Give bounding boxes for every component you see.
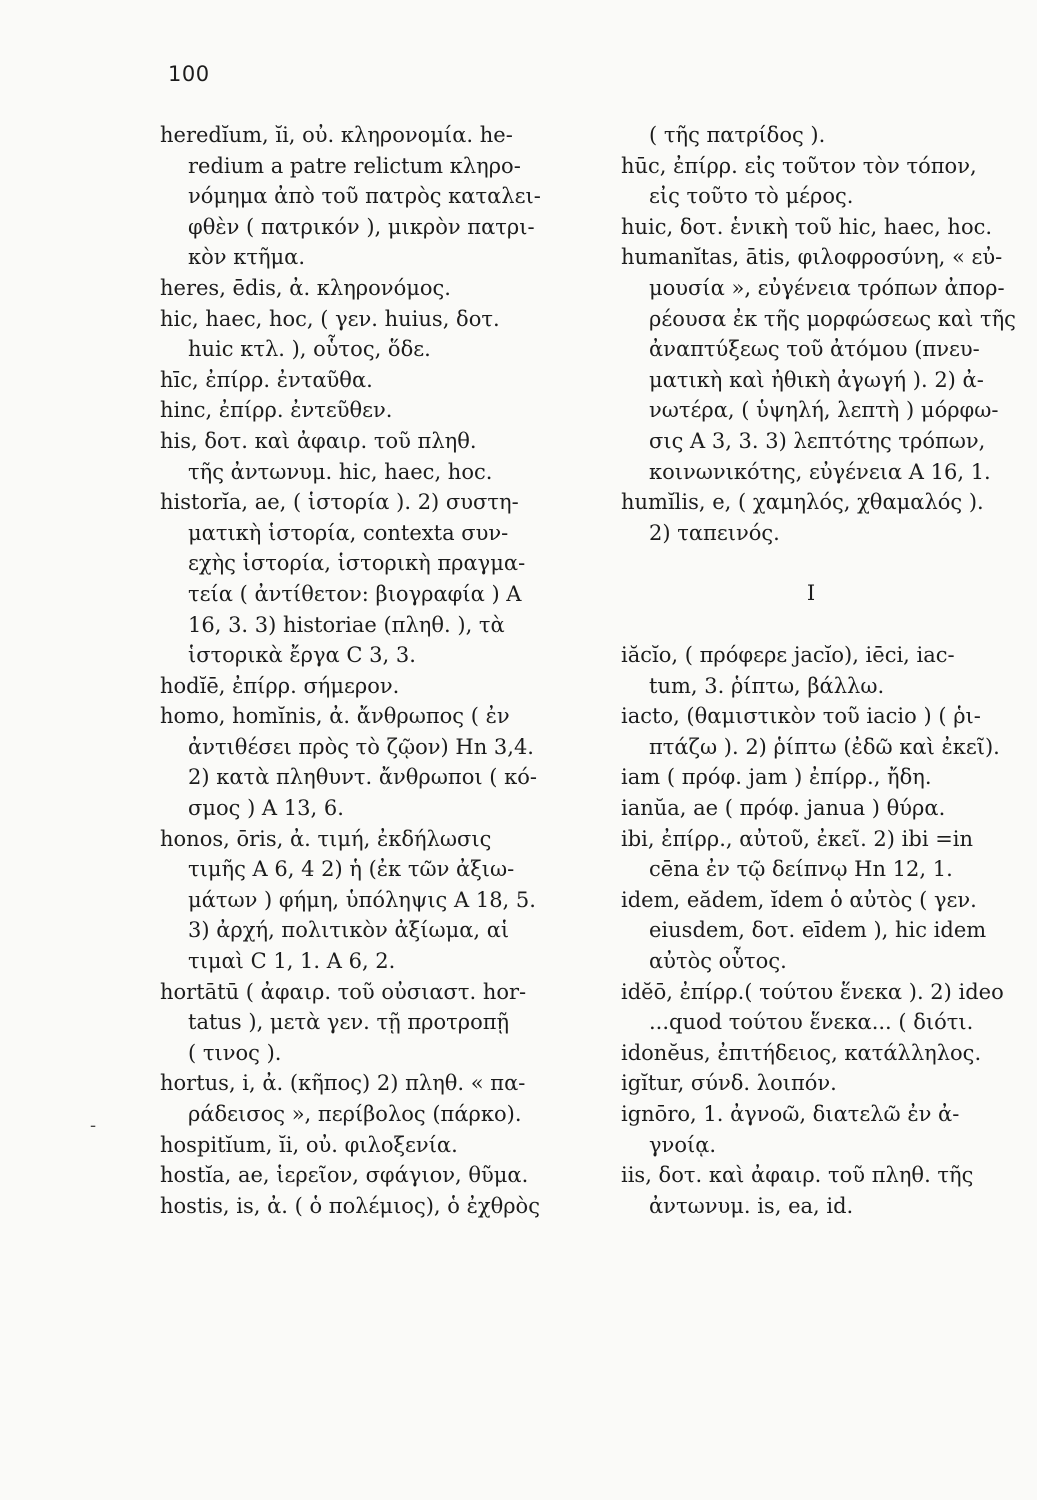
entry-head-line: heres, ēdis, ἀ. κληρονόμος. xyxy=(160,275,451,300)
entry-continuation-line: cēna ἐν τῷ δείπνῳ Hn 12, 1. xyxy=(649,857,953,882)
entry-continuation-line: 3) ἀρχή, πολιτικὸν ἀξίωμα, αἱ xyxy=(188,918,510,943)
right-column-bottom-entries xyxy=(621,640,1021,1221)
entry-continuation-line: tum, 3. ῥίπτω, βάλλω. xyxy=(649,673,885,698)
right-column-top-entries xyxy=(621,120,1021,548)
entry-continuation-line: eiusdem, δοτ. eīdem ), hic idem xyxy=(649,918,987,943)
entry-continuation-line: redium a patre relictum κληρο- xyxy=(188,153,521,178)
entry-head-line: iăcĭo, ( πρόφερε jacĭo), iēci, iac- xyxy=(621,643,955,668)
entry-continuation-line: φθὲν ( πατρικόν ), μικρὸν πατρι- xyxy=(188,214,535,239)
entry-head-line: his, δοτ. καὶ ἀφαιρ. τοῦ πληθ. xyxy=(160,428,477,453)
entry-continuation-line: ματικὴ ἱστορία, contexta συν- xyxy=(188,520,509,545)
entry-head-line: homo, homĭnis, ἀ. ἄνθρωπος ( ἐν xyxy=(160,704,510,729)
entry-continuation-line: ἱστορικὰ ἔργα C 3, 3. xyxy=(188,643,416,668)
page-number: 100 xyxy=(168,62,210,86)
entry-continuation-line: 16, 3. 3) historiae (πληθ. ), τὰ xyxy=(188,612,505,637)
entry-head-line: ianŭa, ae ( πρόφ. janua ) θύρα. xyxy=(621,796,946,821)
entry-head-line: humĭlis, e, ( χαμηλός, χθαμαλός ). xyxy=(621,490,984,515)
entry-continuation-line: tatus ), μετὰ γεν. τῇ προτροπῇ xyxy=(188,1010,510,1035)
entry-continuation-line: μάτων ) φήμη, ὑπόληψις A 18, 5. xyxy=(188,887,536,912)
entry-continuation-line: πτάζω ). 2) ῥίπτω (ἐδῶ καὶ ἐκεῖ). xyxy=(649,734,1000,759)
entry-head-line: iam ( πρόφ. jam ) ἐπίρρ., ἤδη. xyxy=(621,765,932,790)
entry-continuation-line: κοινωνικότης, εὐγένεια A 16, 1. xyxy=(649,459,991,484)
entry-continuation-line: νόμημα ἀπὸ τοῦ πατρὸς καταλει- xyxy=(188,184,541,209)
entry-continuation-line: μουσία », εὐγένεια τρόπων ἀπορ- xyxy=(649,275,1005,300)
entry-continuation-line: ἀντωνυμ. is, ea, id. xyxy=(649,1193,854,1218)
entry-head-line: iacto, (θαμιστικὸν τοῦ iacio ) ( ῥι- xyxy=(621,704,981,729)
entry-continuation-line: ...quod τούτου ἕνεκα... ( διότι. xyxy=(649,1010,974,1035)
entry-head-line: heredĭum, ĭi, οὐ. κληρονομία. he- xyxy=(160,123,513,147)
entry-head-line: hortātū ( ἀφαιρ. τοῦ οὐσιαστ. hor- xyxy=(160,979,527,1004)
entry-head-line: hūc, ἐπίρρ. εἰς τοῦτον τὸν τόπον, xyxy=(621,153,977,178)
entry-continuation-line: ρέουσα ἐκ τῆς μορφώσεως καὶ τῆς xyxy=(649,306,1016,331)
margin-mark: - xyxy=(90,1115,97,1136)
entry-continuation-line: huic κτλ. ), οὗτος, ὅδε. xyxy=(188,337,431,362)
entry-head-line: igĭtur, σύνδ. λοιπόν. xyxy=(621,1071,837,1096)
entry-continuation-line: σμος ) A 13, 6. xyxy=(188,796,344,821)
entry-head-line: hīc, ἐπίρρ. ἐνταῦθα. xyxy=(160,367,373,392)
entry-continuation-line: 2) κατὰ πληθυντ. ἄνθρωποι ( κό- xyxy=(188,765,537,790)
entry-continuation-line: ἀντιθέσει πρὸς τὸ ζῷον) Hn 3,4. xyxy=(188,734,534,759)
entry-continuation-line: εἰς τοῦτο τὸ μέρος. xyxy=(649,184,854,209)
entry-continuation-line: ( τῆς πατρίδος ). xyxy=(649,123,826,147)
entry-continuation-line: σις A 3, 3. 3) λεπτότης τρόπων, xyxy=(649,428,986,453)
entry-head-line: hortus, i, ἀ. (κῆπος) 2) πληθ. « πα- xyxy=(160,1071,526,1096)
entry-continuation-line: ράδεισος », περίβολος (πάρκο). xyxy=(188,1102,522,1126)
entry-continuation-line: τιμῆς A 6, 4 2) ἡ (ἐκ τῶν ἀξιω- xyxy=(188,857,515,882)
entry-head-line: honos, ōris, ἀ. τιμή, ἐκδήλωσις xyxy=(160,826,492,851)
entry-head-line: idonĕus, ἐπιτήδειος, κατάλληλος. xyxy=(621,1040,982,1065)
right-column xyxy=(621,120,1021,1221)
entry-head-line: historĭa, ae, ( ἱστορία ). 2) συστη- xyxy=(160,490,519,515)
entry-continuation-line: τῆς ἀντωνυμ. hic, haec, hoc. xyxy=(188,459,493,484)
entry-head-line: hostis, is, ἀ. ( ὁ πολέμιος), ὁ ἐχθρὸς xyxy=(160,1193,540,1218)
entry-head-line: hospitĭum, ĭi, οὐ. φιλοξενία. xyxy=(160,1132,458,1157)
entry-continuation-line: εχὴς ἱστορία, ἱστορικὴ πραγμα- xyxy=(188,551,526,576)
entry-head-line: hostĭa, ae, ἱερεῖον, σφάγιον, θῦμα. xyxy=(160,1163,529,1188)
left-column xyxy=(160,120,600,1221)
entry-head-line: ibi, ἐπίρρ., αὐτοῦ, ἐκεῖ. 2) ibi =in xyxy=(621,826,974,851)
entry-continuation-line: γνοίᾳ. xyxy=(649,1132,717,1157)
entry-head-line: idĕō, ἐπίρρ.( τούτου ἕνεκα ). 2) ideo xyxy=(621,979,1004,1004)
entry-head-line: ignōro, 1. ἀγνοῶ, διατελῶ ἐν ἀ- xyxy=(621,1102,960,1127)
entry-continuation-line: 2) ταπεινός. xyxy=(649,520,780,545)
entry-head-line: humanĭtas, ātis, φιλοφροσύνη, « εὐ- xyxy=(621,245,1003,270)
entry-head-line: iis, δοτ. καὶ ἀφαιρ. τοῦ πληθ. τῆς xyxy=(621,1163,974,1188)
entry-continuation-line: ἀναπτύξεως τοῦ ἀτόμου (πνευ- xyxy=(649,337,980,362)
entry-continuation-line: ματικὴ καὶ ἠθικὴ ἀγωγή ). 2) ἀ- xyxy=(649,367,984,392)
entry-head-line: hinc, ἐπίρρ. ἐντεῦθεν. xyxy=(160,398,393,423)
entry-head-line: hodĭē, ἐπίρρ. σήμερον. xyxy=(160,673,400,698)
entry-continuation-line: νωτέρα, ( ὑψηλή, λεπτὴ ) μόρφω- xyxy=(649,398,999,423)
entry-continuation-line: αὐτὸς οὗτος. xyxy=(649,949,787,974)
entry-head-line: huic, δοτ. ἑνικὴ τοῦ hic, haec, hoc. xyxy=(621,214,993,239)
entry-continuation-line: τιμαὶ C 1, 1. A 6, 2. xyxy=(188,949,396,974)
entry-head-line: idem, eădem, ĭdem ὁ αὐτὸς ( γεν. xyxy=(621,887,977,912)
entry-continuation-line: τεία ( ἀντίθετον: βιογραφία ) A xyxy=(188,581,522,606)
entry-continuation-line: ( τινος ). xyxy=(188,1040,282,1065)
section-letter: I xyxy=(806,581,816,606)
entry-continuation-line: κὸν κτῆμα. xyxy=(188,245,306,270)
entry-head-line: hic, haec, hoc, ( γεν. huius, δοτ. xyxy=(160,306,500,331)
